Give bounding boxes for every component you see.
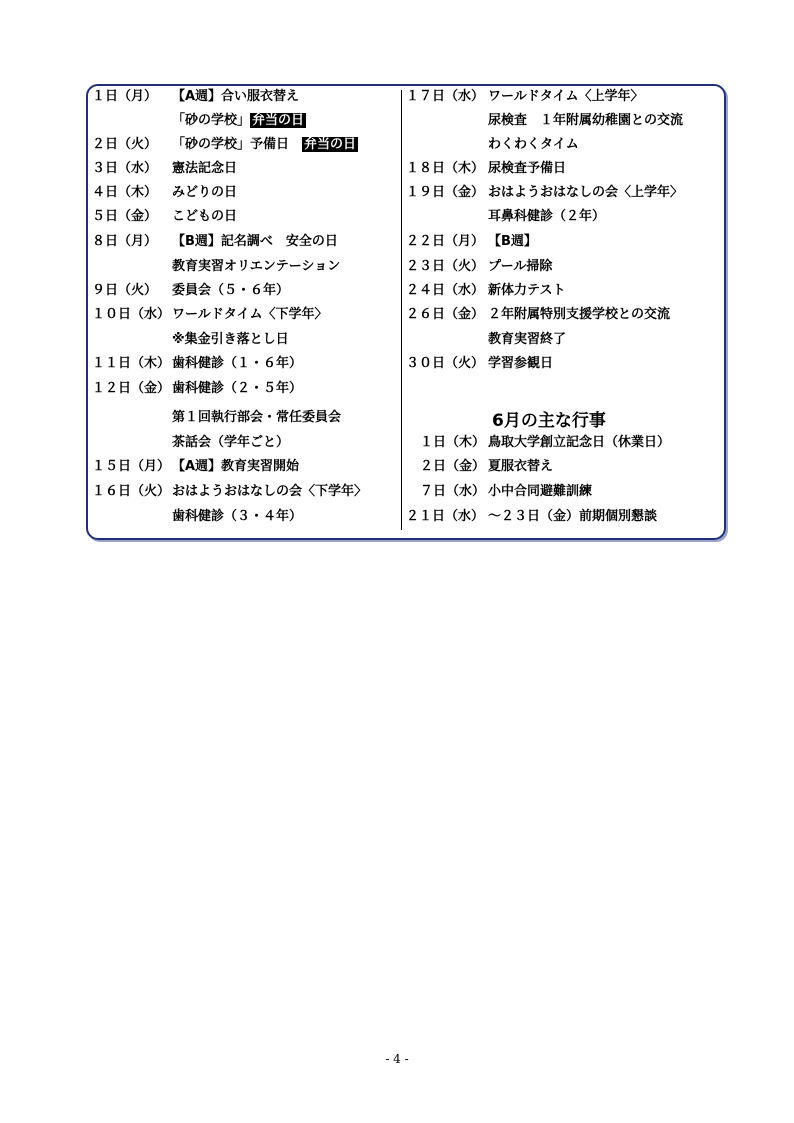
event-text: ワールドタイム〈下学年〉 [172,307,328,322]
event-date: １７日（水） [406,89,485,104]
event-date: ５日（金） [92,209,158,224]
highlight-badge: 弁当の日 [304,137,357,152]
event-text: 【A週】教育実習開始 [172,459,300,474]
event-date: ７日（水） [420,484,486,499]
event-date: １０日（水） [92,307,171,322]
event-text: ２年附属特別支援学校との交流 [488,307,671,322]
event-date: ２３日（火） [406,259,485,274]
event-date: １８日（木） [406,161,485,176]
event-text: 教育実習終了 [488,332,567,347]
event-text: 【B週】 [488,234,537,249]
event-date: １日（月） [92,89,158,104]
event-text: プール掃除 [488,259,553,274]
event-date: ２２日（月） [406,234,485,249]
event-text: わくわくタイム [488,137,579,152]
event-text: ※集金引き落とし日 [172,332,289,347]
event-text: 【A週】合い服衣替え [172,89,300,104]
event-text: 歯科健診（３・４年） [172,509,303,524]
highlight-badge: 弁当の日 [252,113,305,128]
event-text: 夏服衣替え [488,459,554,474]
event-text: こどもの日 [172,209,238,224]
event-date: １日（木） [420,435,486,450]
event-date: ２日（金） [420,459,486,474]
event-text: おはようおはなしの会〈上学年〉 [488,185,684,200]
event-text: 歯科健診（１・６年） [172,356,303,371]
event-date: １９日（金） [406,185,485,200]
event-date: １５日（月） [92,459,171,474]
event-text: 尿検査 １年附属幼稚園との交流 [488,113,684,128]
event-text: 憲法記念日 [172,161,238,176]
page-number: - 4 - [385,1052,409,1066]
event-date: ９日（火） [92,283,158,298]
event-date: ８日（月） [92,234,158,249]
event-text: 教育実習オリエンテーション [172,259,341,274]
event-text: 第１回執行部会・常任委員会 [172,410,342,425]
event-text: 茶話会（学年ごと） [172,435,290,450]
event-text: ワールドタイム〈上学年〉 [488,89,644,104]
event-text: ～２３日（金）前期個別懇談 [488,509,658,524]
event-date: ２１日（水） [406,509,485,524]
event-date: １６日（火） [92,484,171,499]
event-text: 尿検査予備日 [488,161,567,176]
event-text: 新体力テスト [488,283,566,298]
event-date: ３日（水） [92,161,158,176]
event-text: 【B週】記名調べ 安全の日 [172,234,338,249]
event-date: １２日（金） [92,381,171,396]
event-date: ２日（火） [92,137,158,152]
event-text: おはようおはなしの会〈下学年〉 [172,484,368,499]
event-text: 学習参観日 [488,356,554,371]
event-text: 「砂の学校」 [172,113,251,128]
event-text: 鳥取大学創立記念日（休業日） [488,435,671,450]
event-date: １１日（木） [92,356,171,371]
june-events-title: 6月の主な行事 [492,411,606,431]
event-text: 歯科健診（２・５年） [172,381,303,396]
event-date: ３０日（火） [406,356,485,371]
event-text: 耳鼻科健診（２年） [488,209,606,224]
event-date: ２６日（金） [406,307,485,322]
event-date: ２４日（水） [406,283,485,298]
event-text: 小中合同避難訓練 [488,484,593,499]
event-text: 委員会（５・６年） [172,283,290,298]
event-date: ４日（木） [92,185,158,200]
event-text: みどりの日 [172,185,238,200]
event-text: 「砂の学校」予備日 [172,137,303,152]
column-divider [401,90,402,530]
